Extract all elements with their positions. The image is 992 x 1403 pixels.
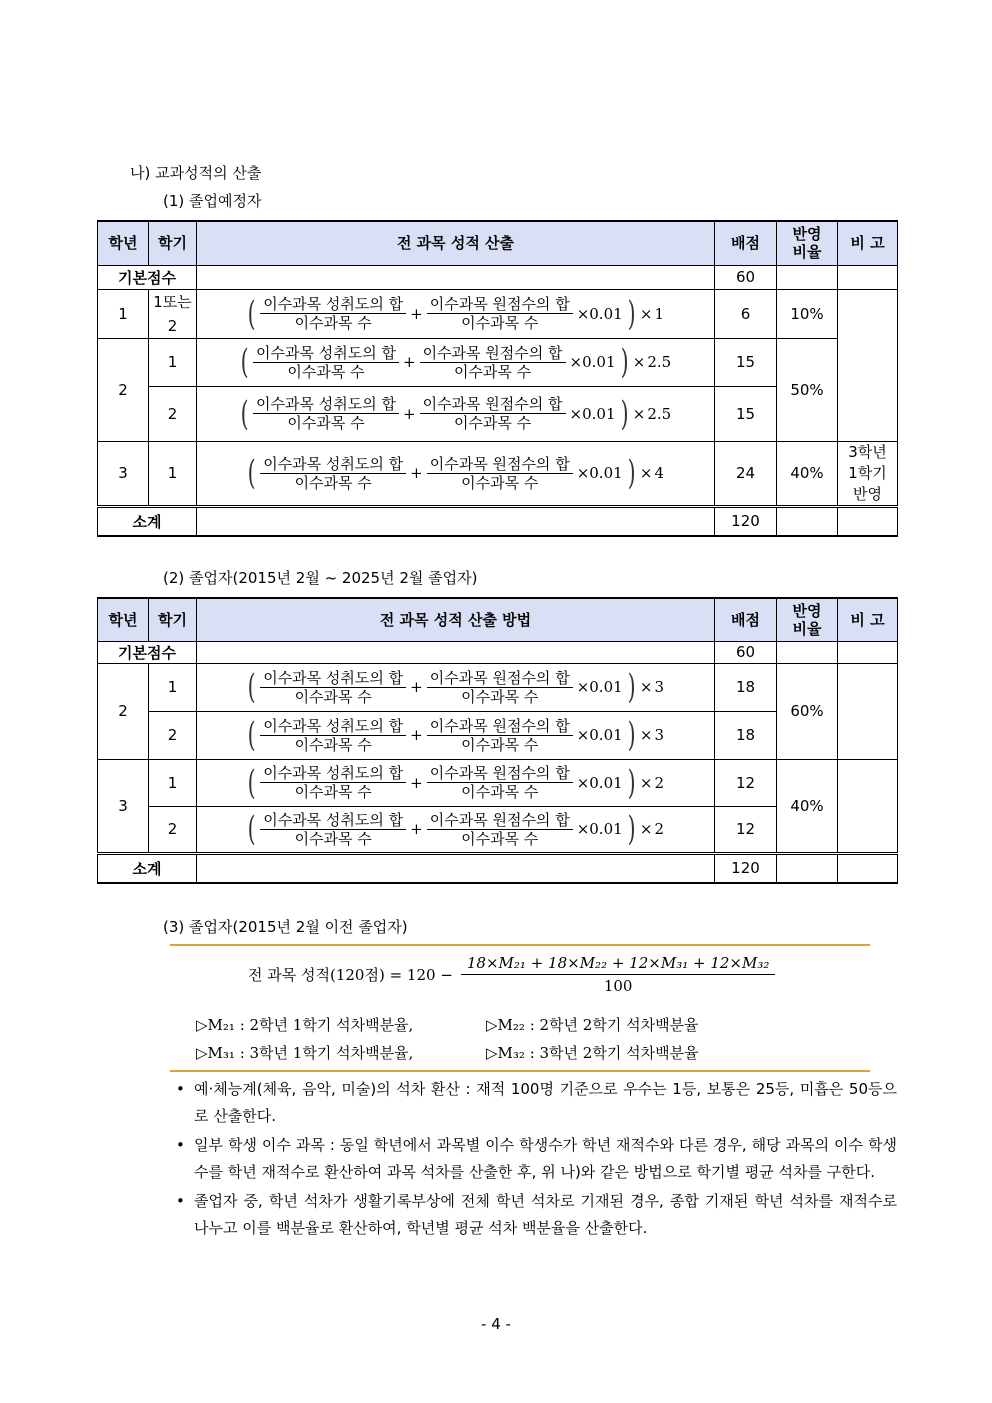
cell-grade: 3 xyxy=(98,441,149,506)
table-row xyxy=(98,663,898,711)
main-formula xyxy=(248,952,777,997)
left-paren-icon: ( xyxy=(247,809,256,849)
table-row xyxy=(98,441,898,506)
plus-sign: + xyxy=(410,726,423,744)
cell-ratio: 50% xyxy=(777,338,838,441)
left-paren-icon: ( xyxy=(247,667,256,707)
table-row xyxy=(98,759,898,806)
numerator: 이수과목 원점수의 합 xyxy=(427,455,573,474)
header-note: 비 고 xyxy=(838,598,898,641)
score-formula xyxy=(197,764,714,801)
plus-sign: + xyxy=(410,304,423,323)
right-paren-icon: ) xyxy=(627,293,636,334)
base-score-points: 60 xyxy=(715,641,777,663)
factor: ×0.01 xyxy=(576,304,623,323)
fraction-achievement xyxy=(253,395,399,432)
score-formula xyxy=(197,295,714,332)
factor: ×0.01 xyxy=(576,773,623,792)
fraction-raw-score xyxy=(427,669,573,706)
left-paren-icon: ( xyxy=(247,293,256,334)
denominator: 이수과목 수 xyxy=(461,314,539,332)
factor: ×0.01 xyxy=(576,726,623,744)
cell-formula xyxy=(197,711,715,759)
fraction-achievement xyxy=(260,455,406,492)
subheading-expected-graduates: (1) 졸업예정자 xyxy=(163,192,262,210)
numerator: 이수과목 성취도의 합 xyxy=(260,455,406,474)
score-formula xyxy=(197,811,714,848)
header-ratio: 반영 비율 xyxy=(777,221,838,265)
denominator: 이수과목 수 xyxy=(294,829,372,848)
cell-formula xyxy=(197,663,715,711)
table-row xyxy=(98,289,898,338)
fraction-achievement xyxy=(260,669,406,706)
cell-points: 15 xyxy=(715,386,777,441)
grade-table-expected xyxy=(97,220,898,537)
m32-definition: ▷M₃₂ : 3학년 2학기 석차백분율 xyxy=(486,1044,699,1062)
cell-formula xyxy=(197,759,715,806)
score-formula xyxy=(197,344,714,381)
numerator: 이수과목 원점수의 합 xyxy=(427,717,573,736)
denominator: 이수과목 수 xyxy=(287,362,365,381)
numerator: 이수과목 원점수의 합 xyxy=(420,344,566,363)
cell-formula xyxy=(197,441,715,506)
times-sign: × xyxy=(639,820,653,838)
main-formula-denominator: 100 xyxy=(603,977,633,995)
cell-formula xyxy=(197,338,715,386)
cell-ratio: 40% xyxy=(777,441,838,506)
subheading-graduates-before-2015: (3) 졸업자(2015년 2월 이전 졸업자) xyxy=(163,918,408,936)
cell-formula xyxy=(197,806,715,853)
list-item: • 졸업자 중, 학년 석차가 생활기록부상에 전체 학년 석차로 기재된 경우, 종합 기재된 학년 석차를 재적수로 나누고 이를 백분율로 환산하여, 학년별 평균 석차 백분율을 산출한다. xyxy=(172,1188,897,1242)
denominator: 이수과목 수 xyxy=(294,314,372,332)
numerator: 이수과목 성취도의 합 xyxy=(253,344,399,363)
bullet-icon: • xyxy=(176,1136,185,1154)
times-sign: × xyxy=(639,773,653,792)
header-points: 배점 xyxy=(715,221,777,265)
subtotal-label: 소계 xyxy=(98,506,197,536)
times-sign: × xyxy=(639,678,653,696)
score-formula xyxy=(197,669,714,706)
base-score-label: 기본점수 xyxy=(98,265,197,289)
list-item: • 일부 학생 이수 과목 : 동일 학년에서 과목별 이수 학생수가 학년 재적수와 다른 경우, 해당 과목의 이수 학생수를 학년 재적수로 환산하여 과목 석차를 산출한 후, 위 나)와 같은 방법으로 학기별 평균 석차를 구한다. xyxy=(172,1132,897,1186)
cell-points: 18 xyxy=(715,663,777,711)
main-formula-numerator: 18×M₂₁ + 18×M₂₂ + 12×M₃₁ + 12×M₃₂ xyxy=(461,952,775,975)
fraction-raw-score xyxy=(420,344,566,381)
numerator: 이수과목 성취도의 합 xyxy=(260,295,406,314)
cell-semester: 1 xyxy=(149,338,197,386)
header-semester: 학기 xyxy=(149,221,197,265)
denominator: 이수과목 수 xyxy=(294,473,372,492)
cell-ratio: 60% xyxy=(777,663,838,759)
cell-semester: 1 xyxy=(149,759,197,806)
cell-semester: 1또는 2 xyxy=(149,289,197,338)
fraction-achievement xyxy=(260,811,406,848)
header-points: 배점 xyxy=(715,598,777,641)
base-score-points: 60 xyxy=(715,265,777,289)
cell-grade: 1 xyxy=(98,289,149,338)
cell-points: 12 xyxy=(715,806,777,853)
times-sign: × xyxy=(639,726,653,744)
subtotal-label: 소계 xyxy=(98,853,197,883)
times-sign: × xyxy=(639,304,653,323)
cell-grade: 2 xyxy=(98,338,149,441)
main-formula-lhs: 전 과목 성적(120점) = 120 − xyxy=(248,966,453,984)
table-row xyxy=(98,338,898,386)
cell-points: 24 xyxy=(715,441,777,506)
denominator: 이수과목 수 xyxy=(453,414,532,432)
cell-points: 12 xyxy=(715,759,777,806)
formula-box xyxy=(170,944,870,1072)
fraction-raw-score xyxy=(427,764,573,801)
fraction-achievement xyxy=(253,344,399,381)
fraction-raw-score xyxy=(427,455,573,492)
cell-note: 3학년 1학기 반영 xyxy=(838,441,898,506)
header-grade: 학년 xyxy=(98,598,149,641)
factor: ×0.01 xyxy=(576,678,623,696)
numerator: 이수과목 원점수의 합 xyxy=(427,811,573,830)
denominator: 이수과목 수 xyxy=(287,414,365,432)
multiplier: 4 xyxy=(654,464,665,482)
header-grade: 학년 xyxy=(98,221,149,265)
header-calc: 전 과목 성적 산출 방법 xyxy=(197,598,715,641)
fraction-achievement xyxy=(260,295,406,332)
cell-semester: 2 xyxy=(149,386,197,441)
factor: ×0.01 xyxy=(576,820,623,838)
numerator: 이수과목 원점수의 합 xyxy=(420,395,566,414)
notes-list xyxy=(172,1076,897,1244)
denominator: 이수과목 수 xyxy=(461,473,539,492)
right-paren-icon: ) xyxy=(620,393,629,434)
fraction-raw-score xyxy=(427,295,573,332)
numerator: 이수과목 성취도의 합 xyxy=(260,811,406,830)
right-paren-icon: ) xyxy=(627,809,636,849)
cell-ratio: 40% xyxy=(777,759,838,853)
numerator: 이수과목 원점수의 합 xyxy=(427,295,573,314)
factor: ×0.01 xyxy=(576,464,623,482)
list-item: • 예·체능계(체육, 음악, 미술)의 석차 환산 : 재적 100명 기준으로 우수는 1등, 보통은 25등, 미흡은 50등으로 산출한다. xyxy=(172,1076,897,1130)
right-paren-icon: ) xyxy=(620,342,629,382)
header-ratio: 반영 비율 xyxy=(777,598,838,641)
multiplier: 3 xyxy=(654,678,665,696)
cell-grade: 2 xyxy=(98,663,149,759)
cell-points: 15 xyxy=(715,338,777,386)
subheading-graduates-2015-2025: (2) 졸업자(2015년 2월 ~ 2025년 2월 졸업자) xyxy=(163,569,478,587)
m21-definition: ▷M₂₁ : 2학년 1학기 석차백분율, xyxy=(196,1016,414,1034)
m22-definition: ▷M₂₂ : 2학년 2학기 석차백분율 xyxy=(486,1016,699,1034)
cell-semester: 1 xyxy=(149,663,197,711)
plus-sign: + xyxy=(410,464,423,482)
left-paren-icon: ( xyxy=(240,393,249,434)
plus-sign: + xyxy=(410,820,423,838)
numerator: 이수과목 성취도의 합 xyxy=(260,669,406,688)
plus-sign: + xyxy=(410,773,423,792)
multiplier: 3 xyxy=(654,726,665,744)
left-paren-icon: ( xyxy=(247,762,256,803)
fraction-raw-score xyxy=(427,717,573,754)
bullet-icon: • xyxy=(176,1192,185,1210)
bullet-icon: • xyxy=(176,1080,185,1098)
plus-sign: + xyxy=(403,353,416,371)
fraction-raw-score xyxy=(420,395,566,432)
cell-points: 6 xyxy=(715,289,777,338)
plus-sign: + xyxy=(403,404,416,423)
cell-semester: 2 xyxy=(149,711,197,759)
numerator: 이수과목 원점수의 합 xyxy=(427,669,573,688)
header-calc: 전 과목 성적 산출 xyxy=(197,221,715,265)
fraction-achievement xyxy=(260,717,406,754)
m31-definition: ▷M₃₁ : 3학년 1학기 석차백분율, xyxy=(196,1044,414,1062)
cell-points: 18 xyxy=(715,711,777,759)
denominator: 이수과목 수 xyxy=(294,783,372,801)
times-sign: × xyxy=(632,353,646,371)
score-formula xyxy=(197,395,714,432)
right-paren-icon: ) xyxy=(627,715,636,755)
multiplier: 2 xyxy=(654,773,665,792)
grade-table-graduates xyxy=(97,597,898,884)
denominator: 이수과목 수 xyxy=(461,829,539,848)
multiplier: 2 xyxy=(654,820,665,838)
base-score-label: 기본점수 xyxy=(98,641,197,663)
times-sign: × xyxy=(632,404,646,423)
numerator: 이수과목 성취도의 합 xyxy=(260,717,406,736)
factor: ×0.01 xyxy=(569,353,616,371)
numerator: 이수과목 원점수의 합 xyxy=(427,764,573,783)
right-paren-icon: ) xyxy=(627,762,636,803)
times-sign: × xyxy=(639,464,653,482)
page-number: - 4 - xyxy=(481,1315,511,1333)
factor: ×0.01 xyxy=(569,404,616,423)
cell-ratio: 10% xyxy=(777,289,838,338)
left-paren-icon: ( xyxy=(240,342,249,382)
denominator: 이수과목 수 xyxy=(461,783,539,801)
multiplier: 1 xyxy=(654,304,665,323)
section-heading: 나) 교과성적의 산출 xyxy=(130,164,262,182)
denominator: 이수과목 수 xyxy=(453,362,532,381)
numerator: 이수과목 성취도의 합 xyxy=(260,764,406,783)
score-formula xyxy=(197,455,714,492)
fraction-achievement xyxy=(260,764,406,801)
denominator: 이수과목 수 xyxy=(461,735,539,754)
multiplier: 2.5 xyxy=(647,353,672,371)
multiplier: 2.5 xyxy=(647,404,672,423)
numerator: 이수과목 성취도의 합 xyxy=(253,395,399,414)
cell-formula xyxy=(197,386,715,441)
header-semester: 학기 xyxy=(149,598,197,641)
right-paren-icon: ) xyxy=(627,667,636,707)
plus-sign: + xyxy=(410,678,423,696)
cell-formula xyxy=(197,289,715,338)
cell-semester: 1 xyxy=(149,441,197,506)
score-formula xyxy=(197,717,714,754)
cell-grade: 3 xyxy=(98,759,149,853)
left-paren-icon: ( xyxy=(247,715,256,755)
subtotal-points: 120 xyxy=(715,506,777,536)
subtotal-points: 120 xyxy=(715,853,777,883)
header-note: 비 고 xyxy=(838,221,898,265)
denominator: 이수과목 수 xyxy=(294,735,372,754)
cell-note xyxy=(838,289,898,441)
left-paren-icon: ( xyxy=(247,453,256,493)
base-score-empty xyxy=(197,265,715,289)
denominator: 이수과목 수 xyxy=(294,687,372,706)
denominator: 이수과목 수 xyxy=(461,687,539,706)
cell-semester: 2 xyxy=(149,806,197,853)
right-paren-icon: ) xyxy=(627,453,636,493)
fraction-raw-score xyxy=(427,811,573,848)
